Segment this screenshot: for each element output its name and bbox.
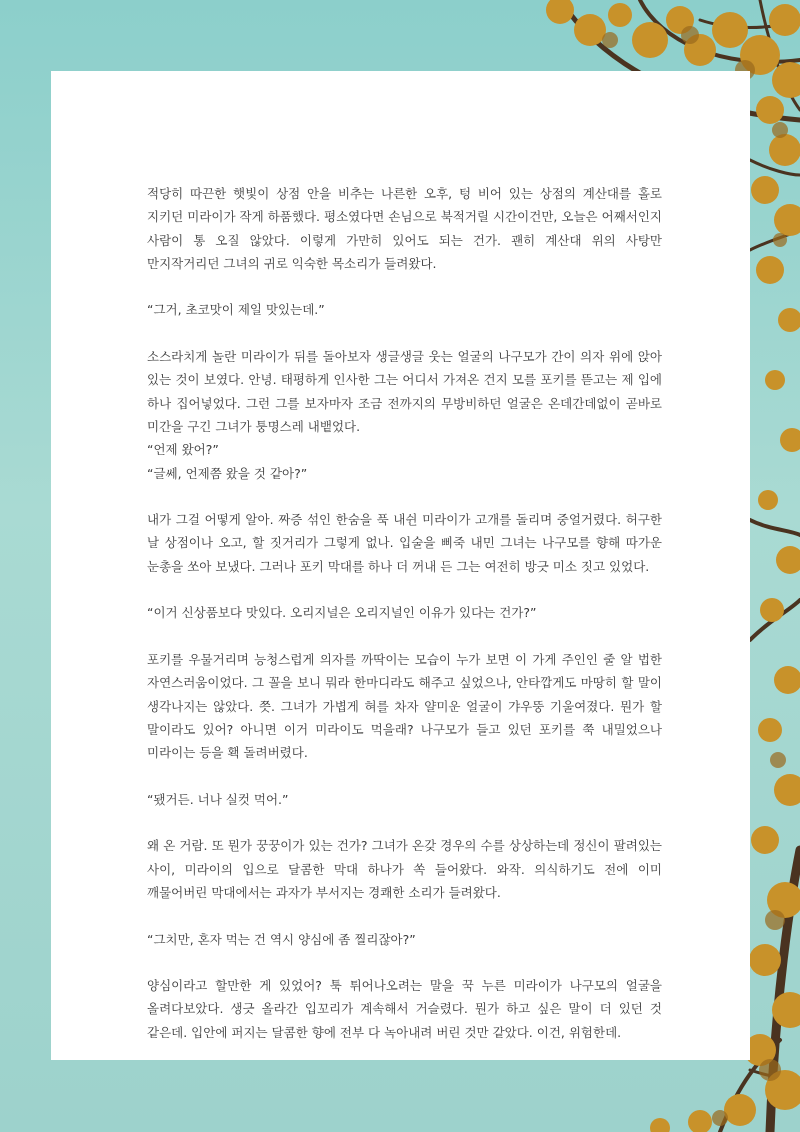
paragraph: 소스라치게 놀란 미라이가 뒤를 돌아보자 생글생글 웃는 얼굴의 나구모가 간이 의자 위에 앉아 있는 것이 보였다. 안녕. 태평하게 인사한 그는 어디서 가져온 건지 모를 포키를 뜯고는 제 입에 하나 집어넣었다. 그런 그를 보자마자 조금 전까지의 무방비하던 얼굴은 온데간데없이 곧바로 미간을 구긴 그녀가 퉁명스레 내뱉었다. xyxy=(147,349,662,434)
paragraph: 포키를 우물거리며 능청스럽게 의자를 까딱이는 모습이 누가 보면 이 가게 주인인 줄 알 법한 자연스러움이었다. 그 꼴을 보니 뭐라 한마디라도 해주고 싶었으나, 안타깝게도 마땅히 할 말이 생각나지는 않았다. 쯧. 그녀가 가볍게 혀를 차자 얄미운 얼굴이 갸우뚱 기울여졌다. 뭔가 할 말이라도 있어? 아니면 이거 미라이도 먹을래? 나구모가 들고 있던 포키를 쭉 내밀었으나 미라이는 등을 홱 돌려버렸다. xyxy=(147,651,662,761)
paragraph: “됐거든. 너나 실컷 먹어.” xyxy=(147,791,289,807)
paragraph: 적당히 따끈한 햇빛이 상점 안을 비추는 나른한 오후, 텅 비어 있는 상점의 계산대를 홀로 지키던 미라이가 작게 하품했다. 평소였다면 손님으로 북적거릴 시간이건만, 오늘은 어째서인지 사람이 통 오질 않았다. 이렇게 가만히 있어도 되는 건가. 괜히 계산대 위의 사탕만 만지작거리던 그녀의 귀로 익숙한 목소리가 들려왔다. xyxy=(147,186,662,271)
paragraph: 왜 온 거람. 또 뭔가 꿍꿍이가 있는 건가? 그녀가 온갖 경우의 수를 상상하는데 정신이 팔려있는 사이, 미라이의 입으로 달콤한 막대 하나가 쏙 들어왔다. 와작. 의식하기도 전에 이미 깨물어버린 막대에서는 과자가 부서지는 경쾌한 소리가 들려왔다. xyxy=(147,838,662,900)
paragraph: “이거 신상품보다 맛있다. 오리지널은 오리지널인 이유가 있다는 건가?” xyxy=(147,605,537,621)
paragraph: 내가 그걸 어떻게 알아. 짜증 섞인 한숨을 푹 내쉰 미라이가 고개를 돌리며 중얼거렸다. 허구한 날 상점이나 오고, 할 짓거리가 그렇게 없나. 입술을 삐죽 내민 그녀는 나구모를 향해 따가운 눈총을 쏘아 보냈다. 그러나 포키 막대를 하나 더 꺼내 든 그는 여전히 방긋 미소 짓고 있었다. xyxy=(147,512,662,574)
paragraph: “언제 왔어?” xyxy=(147,442,219,458)
paragraph: “그거, 초코맛이 제일 맛있는데.” xyxy=(147,302,325,318)
paragraph: “글쎄, 언제쯤 왔을 것 같아?” xyxy=(147,465,308,481)
document-body xyxy=(147,182,662,1044)
paragraph: 양심이라고 할만한 게 있었어? 툭 튀어나오려는 말을 꾹 누른 미라이가 나구모의 얼굴을 올려다보았다. 생긋 올라간 입꼬리가 계속해서 거슬렸다. 뭔가 하고 싶은 말이 더 있던 것 같은데. 입안에 퍼지는 달콤한 향에 전부 다 녹아내려 버린 것만 같았다. 이건, 위험한데. xyxy=(147,978,662,1040)
paragraph: “그치만, 혼자 먹는 건 역시 양심에 좀 찔리잖아?” xyxy=(147,931,416,947)
